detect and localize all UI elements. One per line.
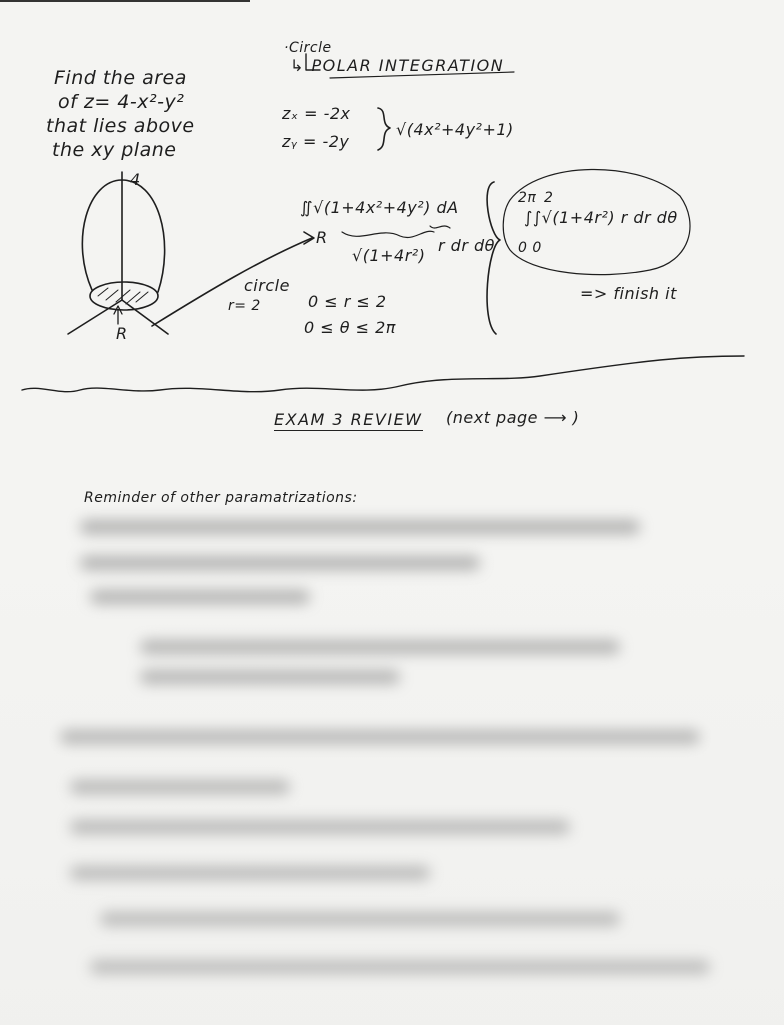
r-dr-dtheta: r dr dθ (438, 236, 495, 255)
problem-line-1: Find the area (54, 67, 187, 89)
region-label: R (116, 324, 128, 343)
blur-overlay (0, 510, 784, 1025)
finish-note: => finish it (580, 284, 677, 303)
x-axis (68, 300, 122, 334)
exam-review-subtitle: (next page ⟶ ) (446, 408, 580, 427)
region-r-arrowhead: R (316, 228, 328, 247)
upper-limit-r: 2 (544, 190, 554, 206)
double-integral: ∬√(1+4x²+4y²) dA (300, 198, 459, 217)
wavy-divider (22, 356, 744, 392)
partial-x: zₓ = -2x (282, 104, 351, 123)
region-disk (90, 282, 158, 310)
region-hatching (98, 288, 148, 304)
reminder-line: Reminder of other paramatrizations: (84, 490, 358, 506)
y-axis (122, 300, 168, 334)
region-arrow (114, 306, 122, 324)
problem-line-4: the xy plane (52, 139, 177, 161)
z-axis-label: 4 (130, 170, 141, 189)
partial-y: zᵧ = -2y (282, 132, 350, 151)
polar-integration-heading: ↳ POLAR INTEGRATION (290, 56, 505, 75)
bound-theta: 0 ≤ θ ≤ 2π (304, 318, 396, 337)
bound-r: 0 ≤ r ≤ 2 (308, 292, 387, 311)
radical-expression: √(4x²+4y²+1) (396, 120, 514, 139)
circle-note: ·Circle (284, 40, 332, 56)
upper-limit-theta: 2π (518, 190, 537, 206)
curly-brace-1 (378, 108, 390, 150)
page-top-edge (0, 0, 250, 2)
curly-brace-2 (487, 182, 500, 334)
paraboloid-outline (82, 180, 164, 292)
polar-integral: ∫∫√(1+4r²) r dr dθ (524, 208, 678, 227)
problem-line-3: that lies above (46, 115, 195, 137)
lower-limits: 0 0 (518, 240, 542, 256)
problem-line-2: of z= 4-x²-y² (58, 91, 185, 113)
circle-word: circle (244, 276, 290, 295)
radius-equals: r= 2 (228, 298, 261, 314)
polar-substitution: √(1+4r²) (352, 246, 426, 265)
exam-review-title: EXAM 3 REVIEW (274, 410, 423, 429)
